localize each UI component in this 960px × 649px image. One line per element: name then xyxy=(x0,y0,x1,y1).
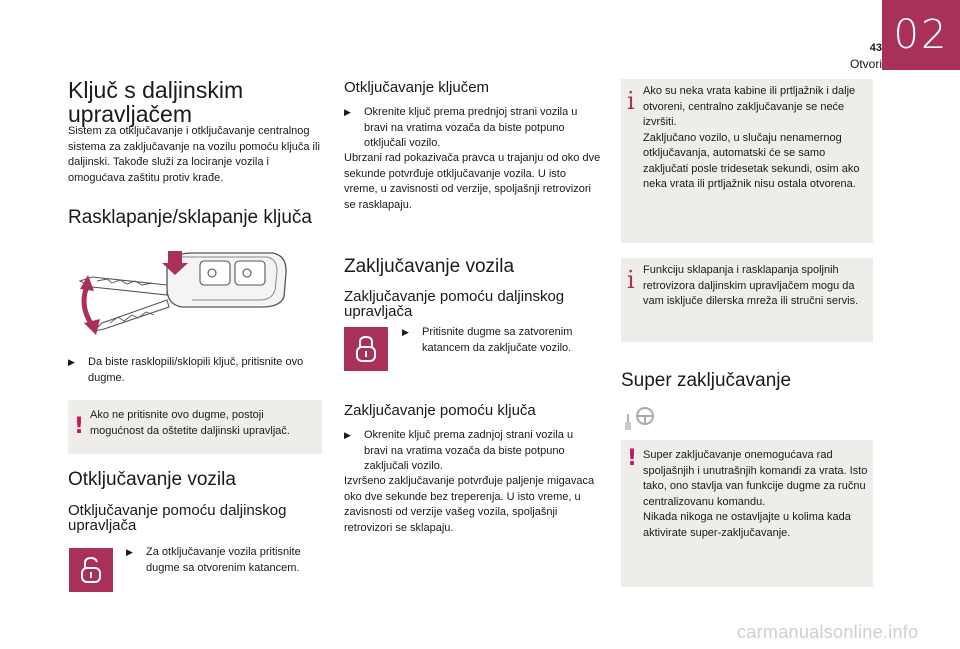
lock-key-text: Izvršeno zaključavanje potvrđuje paljenje migavaca oko dve sekunde bez treperenja. U isto vreme, u zavisnosti od verzije vašeg vozila, spoljašnji retrovizori se sklapaju. xyxy=(344,475,595,534)
super-lock-warning-text: Super zaključavanje onemogućava rad spoljašnjih i unutrašnjih komandi za vrata. Isto tako, ono stavlja van funkcije dugme za ručnu centralizovanu komandu. Nikada nikoga ne ostavljajte u kolima kada aktivirate super-zaključavanje. xyxy=(643,449,868,539)
info-text-mirrors: Funkciju sklapanja i rasklapanja spoljnih retrovizora daljinskim upravljačem mogu da vam isključe dilerska mreža ili stručni servis. xyxy=(643,264,859,307)
steering-icon-box xyxy=(621,404,661,436)
open-padlock-icon xyxy=(79,556,103,584)
info-box-mirrors xyxy=(621,258,873,342)
bullet-mark: ▶ xyxy=(344,107,351,117)
steering-wheel-icon xyxy=(621,404,661,436)
key-illustration xyxy=(72,245,302,340)
unlock-button-tile xyxy=(69,548,113,592)
info-icon: i xyxy=(627,266,635,294)
super-lock-heading: Super zaključavanje xyxy=(621,370,792,391)
unlock-remote-subheading: Otključavanje pomoću daljinskog upravljača xyxy=(68,502,287,534)
key-fob-image xyxy=(72,245,302,340)
lock-key-instruction: ▶ Okrenite ključ prema zadnjoj strani vozila u bravi na vratima vozača da biste potpuno zaključali vozilo. xyxy=(344,428,599,475)
info-icon: i xyxy=(627,87,635,115)
info-text-central-locking: Ako su neka vrata kabine ili prtljažnik i dalje otvoreni, centralno zaključavanje se neće izvršiti. Zaključano vozilo, u slučaju nenamernog otključavanja, automatski će se samo zaključati posle tridesetak sekundi, osim ako neka vrata ili prtljažnik nisu ostala otvorena. xyxy=(643,85,860,190)
fold-heading: Rasklapanje/sklapanje ključa xyxy=(68,207,312,228)
section-name: Otvori xyxy=(849,57,882,71)
unlock-heading: Otključavanje vozila xyxy=(68,469,236,490)
page-title: Ključ s daljinskim upravljačem xyxy=(68,77,244,127)
page-number: 43 xyxy=(869,42,882,54)
bullet-mark: ▶ xyxy=(68,357,75,367)
closed-padlock-icon xyxy=(354,335,378,363)
lock-key-subheading: Zaključavanje pomoću ključa xyxy=(344,402,536,419)
info-box-central-locking xyxy=(621,79,873,243)
super-lock-warning-box xyxy=(621,440,873,587)
lock-button-tile xyxy=(344,327,388,371)
key-unlock-text: Ubrzani rad pokazivača pravca u trajanju od oko dve sekunde potvrđuje otključavanje vozila. U isto vreme, u zavisnosti od verzije, spoljašnji retrovizori se rasklapaju. xyxy=(344,152,601,211)
lock-remote-instruction: ▶ Pritisnite dugme sa zatvorenim katancem da zaključate vozilo. xyxy=(402,325,600,356)
warning-icon: ! xyxy=(74,414,85,439)
watermark: carmanualsonline.info xyxy=(737,622,919,642)
lock-remote-subheading: Zaključavanje pomoću daljinskog upravljača xyxy=(344,288,565,320)
key-unlock-instruction: ▶ Okrenite ključ prema prednjoj strani vozila u bravi na vratima vozača da biste potpuno otključali vozilo. xyxy=(344,105,599,152)
unlock-remote-instruction: ▶ Za otključavanje vozila pritisnite dugme sa otvorenim katancem. xyxy=(126,545,322,576)
intro-text: Sistem za otključavanje i otključavanje centralnog sistema za zaključavanje na vozilu pomoću ključa ili daljinski. Takođe služi za lociranje vozila i omogućava zaštitu protiv krađe. xyxy=(68,125,320,184)
fold-instruction: ▶ Da biste rasklopili/sklopili ključ, pritisnite ovo dugme. xyxy=(68,355,318,386)
chapter-tab: 02 xyxy=(882,0,960,70)
warning-icon: ! xyxy=(627,446,638,471)
bullet-mark: ▶ xyxy=(344,430,351,440)
key-unlock-heading: Otključavanje ključem xyxy=(344,79,490,96)
warning-box xyxy=(68,400,322,454)
bullet-mark: ▶ xyxy=(126,547,133,557)
bullet-mark: ▶ xyxy=(402,327,409,337)
warning-text: Ako ne pritisnite ovo dugme, postoji mogućnost da oštetite daljinski upravljač. xyxy=(90,409,290,437)
lock-heading: Zaključavanje vozila xyxy=(344,256,515,277)
